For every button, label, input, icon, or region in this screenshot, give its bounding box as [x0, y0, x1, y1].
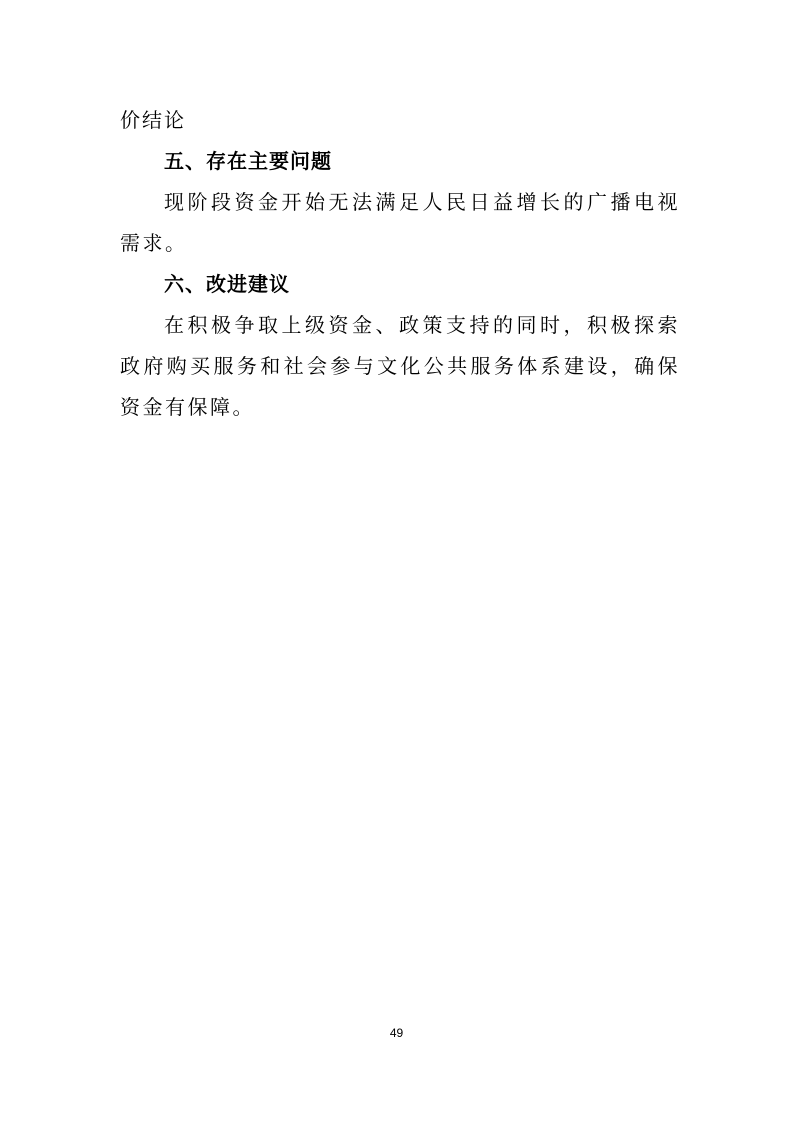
- section-heading-problems: 五、存在主要问题: [164, 149, 332, 173]
- section-body-problems: 现阶段资金开始无法满足人民日益增长的广播电视需求。: [120, 190, 680, 255]
- continuation-text: 价结论: [120, 108, 186, 132]
- section-body-suggestions: 在积极争取上级资金、政策支持的同时，积极探索政府购买服务和社会参与文化公共服务体系建设，确保资金有保障。: [120, 313, 680, 419]
- page-number: 49: [389, 1026, 404, 1040]
- page-content: [120, 100, 680, 428]
- section-heading-suggestions: 六、改进建议: [164, 272, 290, 296]
